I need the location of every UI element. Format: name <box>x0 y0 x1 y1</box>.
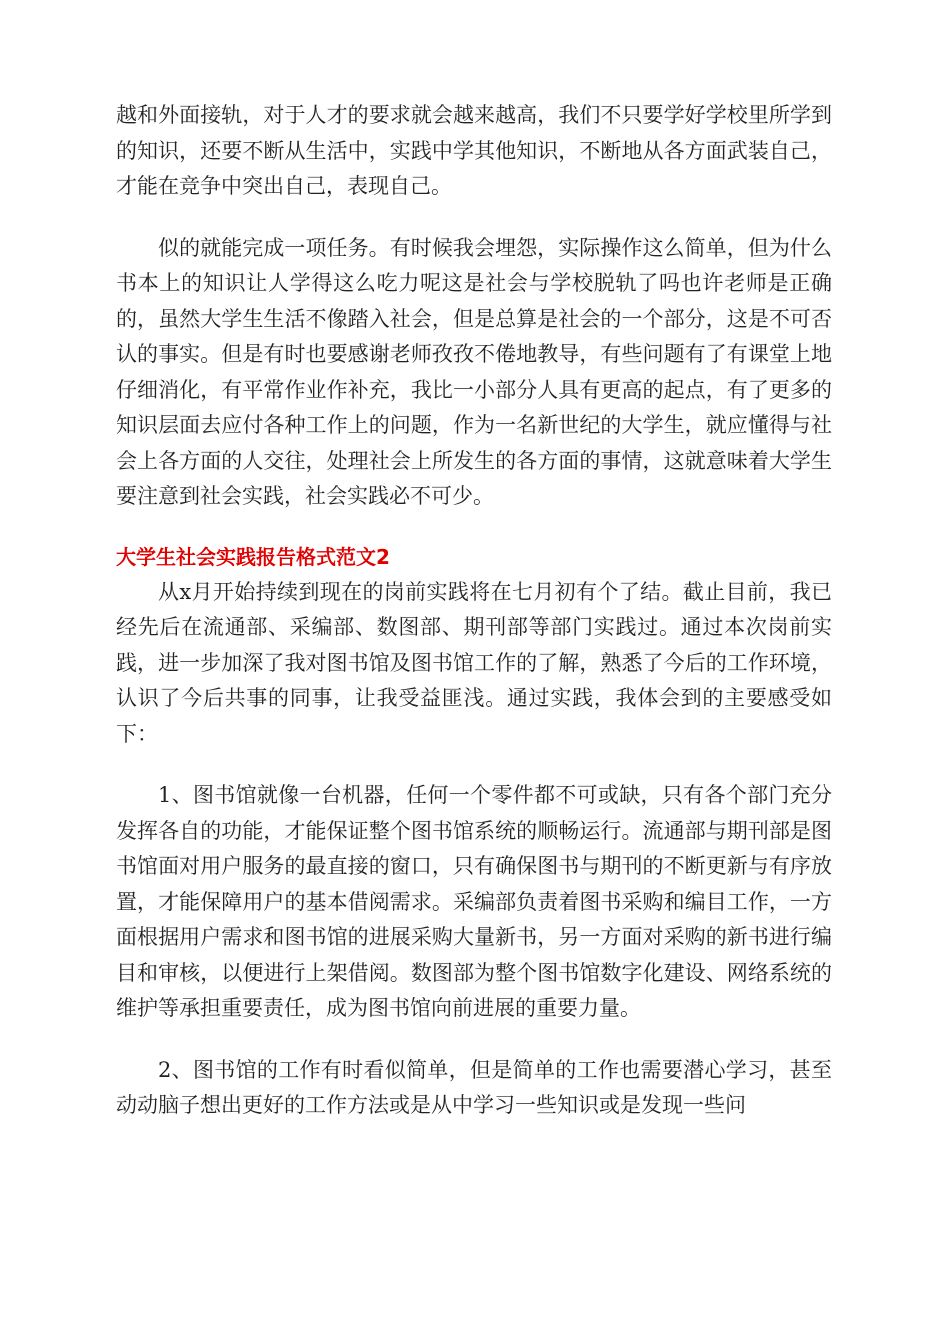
paragraph-library-intro: 从x月开始持续到现在的岗前实践将在七月初有个了结。截止目前，我已经先后在流通部、采编部、数图部、期刊部等部门实践过。通过本次岗前实践，进一步加深了我对图书馆及图书馆工作的了解，熟悉了今后的工作环境，认识了今后共事的同事，让我受益匪浅。通过实践，我体会到的主要感受如下： <box>116 579 832 746</box>
paragraph-continuation: 越和外面接轨，对于人才的要求就会越来越高，我们不只要学好学校里所学到的知识，还要不断从生活中，实践中学其他知识，不断地从各方面武装自己，才能在竞争中突出自己，表现自己。 <box>116 103 832 198</box>
paragraph-point-2: 2、图书馆的工作有时看似简单，但是简单的工作也需要潜心学习，甚至动动脑子想出更好的工作方法或是从中学习一些知识或是发现一些问 <box>116 1057 832 1117</box>
section-heading: 大学生社会实践报告格式范文2 <box>116 544 390 569</box>
document-page <box>116 98 832 1124</box>
paragraph-practice-reflection: 似的就能完成一项任务。有时候我会埋怨，实际操作这么简单，但为什么书本上的知识让人学得这么吃力呢这是社会与学校脱轨了吗也许老师是正确的，虽然大学生生活不像踏入社会，但是总算是社会的一个部分，这是不可否认的事实。但是有时也要感谢老师孜孜不倦地教导，有些问题有了有课堂上地仔细消化，有平常作业作补充，我比一小部分人具有更高的起点，有了更多的知识层面去应付各种工作上的问题，作为一名新世纪的大学生，就应懂得与社会上各方面的人交往，处理社会上所发生的各方面的事情，这就意味着大学生要注意到社会实践，社会实践必不可少。 <box>116 235 832 508</box>
paragraph-point-1: 1、图书馆就像一台机器，任何一个零件都不可或缺，只有各个部门充分发挥各自的功能，才能保证整个图书馆系统的顺畅运行。流通部与期刊部是图书馆面对用户服务的最直接的窗口，只有确保图书与期刊的不断更新与有序放置，才能保障用户的基本借阅需求。采编部负责着图书采购和编目工作，一方面根据用户需求和图书馆的进展采购大量新书，另一方面对采购的新书进行编目和审核，以便进行上架借阅。数图部为整个图书馆数字化建设、网络系统的维护等承担重要责任，成为图书馆向前进展的重要力量。 <box>116 783 832 1020</box>
